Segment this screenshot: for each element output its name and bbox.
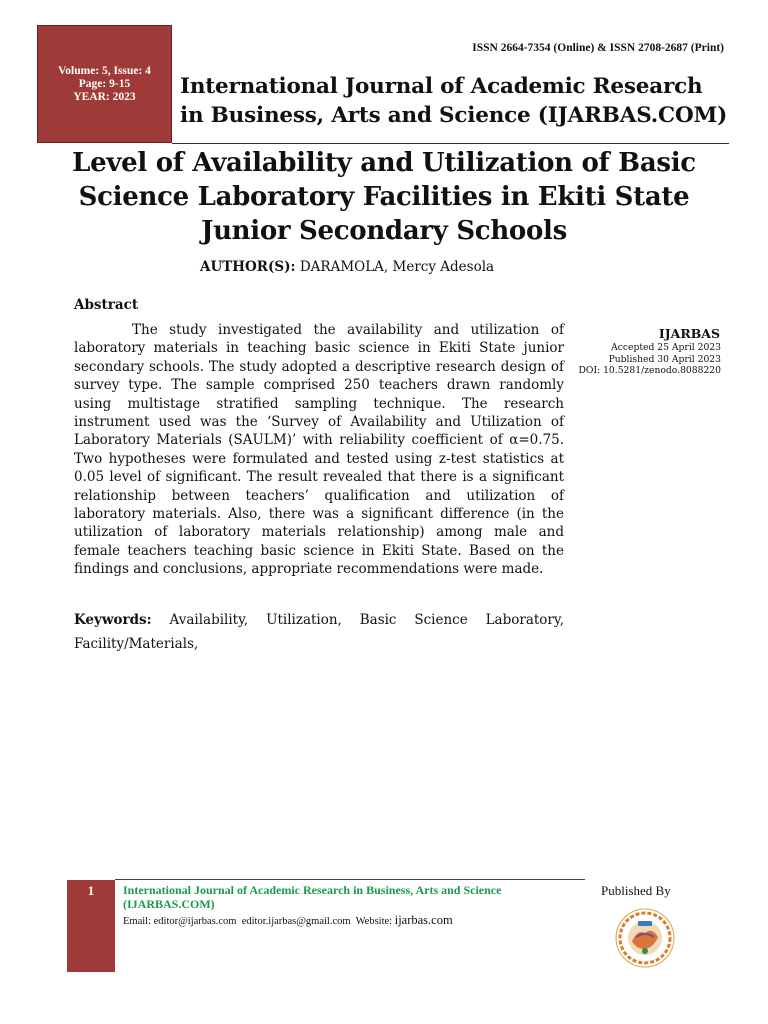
publisher-logo-icon xyxy=(612,907,678,969)
email-label: Email: xyxy=(123,916,151,927)
paper-title-line3: Junior Secondary Schools xyxy=(201,216,567,246)
side-journal-name: IJARBAS xyxy=(658,326,720,341)
authors-names: DARAMOLA, Mercy Adesola xyxy=(299,259,495,275)
authors-line xyxy=(200,259,494,275)
volume-line: Volume: 5, Issue: 4 xyxy=(58,64,151,77)
email-link-1[interactable]: editor@ijarbas.com xyxy=(153,916,237,927)
paper-title-line1: Level of Availability and Utilization of Basic xyxy=(72,148,696,178)
paper-title-line2: Science Laboratory Facilities in Ekiti State xyxy=(78,182,690,212)
footer-journal-line1: International Journal of Academic Research in Business, Arts and Science xyxy=(123,883,502,897)
page-number: 1 xyxy=(87,883,95,898)
page-line: Page: 9-15 xyxy=(78,77,131,90)
header-divider xyxy=(172,143,729,144)
year-line: YEAR: 2023 xyxy=(73,90,136,103)
publication-dates xyxy=(579,342,721,377)
authors-label: AUTHOR(S): xyxy=(200,259,296,275)
keywords-label: Keywords: xyxy=(74,612,152,628)
keywords-list: Availability, Utilization, Basic Science Laboratory, Facility/Materials, xyxy=(74,612,564,652)
abstract-heading: Abstract xyxy=(74,297,139,313)
footer-divider xyxy=(115,879,585,880)
website-link[interactable]: ijarbas.com xyxy=(394,913,453,927)
doi[interactable]: DOI: 10.5281/zenodo.8088220 xyxy=(578,365,721,376)
published-date: Published 30 April 2023 xyxy=(608,353,721,365)
accepted-date: Accepted 25 April 2023 xyxy=(611,342,721,353)
footer-journal-name xyxy=(123,883,583,911)
journal-title-line1: International Journal of Academic Research xyxy=(180,74,703,99)
footer-contact xyxy=(123,913,453,928)
journal-title-line2: in Business, Arts and Science (IJARBAS.COM) xyxy=(180,103,728,128)
journal-title xyxy=(180,72,740,130)
email-link-2[interactable]: editor.ijarbas@gmail.com xyxy=(241,916,351,927)
abstract-text: The study investigated the availability and utilization of laboratory materials in teaching basic science in Ekiti State junior secondary schools. The study adopted a descriptive research design of survey type. The sample comprised 250 teachers drawn randomly using multistage stratified sampling technique. The research instrument used was the ‘Survey of Availability and Utilization of Laboratory Materials (SAULM)’ with reliability coefficient of α=0.75. Two hypotheses were formulated and tested using z-test statistics at 0.05 level of significant. The result revealed that there is a significant relationship between teachers’ qualification and utilization of laboratory materials. Also, there was a significant difference (in the utilization of laboratory materials relationship) among male and female teachers teaching basic science in Ekiti State. Based on the findings and conclusions, appropriate recommendations were made. xyxy=(74,322,564,578)
published-by-label: Published By xyxy=(601,883,671,898)
footer-journal-line2: (IJARBAS.COM) xyxy=(123,897,215,911)
volume-info-box xyxy=(37,25,172,143)
website-label: Website: xyxy=(355,916,393,927)
keywords xyxy=(74,608,564,656)
issn-line: ISSN 2664-7354 (Online) & ISSN 2708-2687 (Print) xyxy=(472,42,724,54)
paper-title xyxy=(40,146,728,248)
